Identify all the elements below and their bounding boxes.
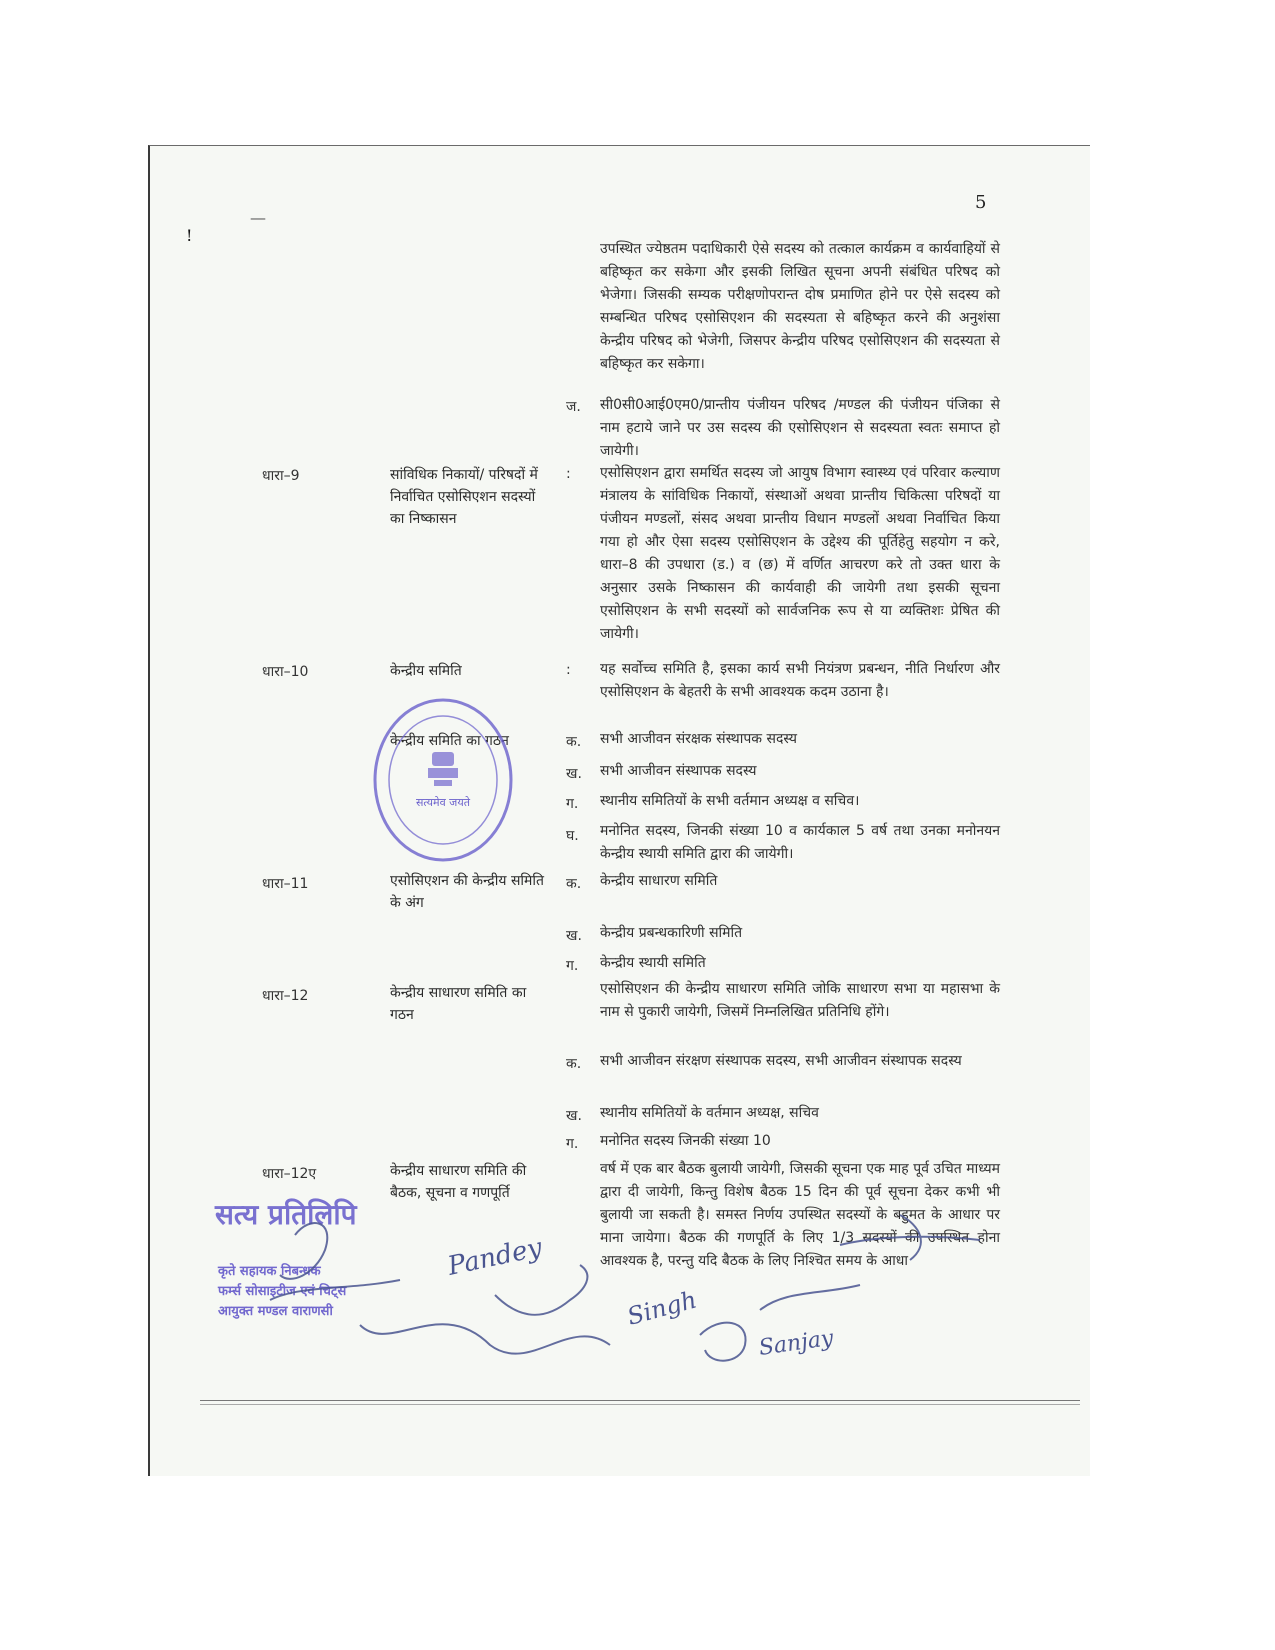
officer-line: फर्म्स सोसाइटीज एवं चिट्स (218, 1284, 347, 1299)
item-marker: क. (566, 734, 582, 750)
item-marker: क. (566, 1056, 582, 1072)
item-marker: ग. (566, 958, 579, 974)
section-label: धारा–12ए (262, 1166, 317, 1182)
item-marker: घ. (566, 828, 579, 844)
edge-mark: ! (186, 226, 193, 245)
section-heading: सांविधिक निकायों/ परिषदों में निर्वाचित एसोसिएशन सदस्यों का निष्कासन (390, 467, 538, 527)
page-number: 5 (975, 192, 987, 213)
true-copy-stamp: सत्य प्रतिलिपि (215, 1198, 357, 1231)
sub-heading: केन्द्रीय समिति का गठन (390, 733, 509, 749)
officer-line: कृते सहायक निबन्धक (218, 1264, 321, 1279)
section-text: एसोसिएशन की केन्द्रीय साधारण समिति जोकि साधारण सभा या महासभा के नाम से पुकारी जायेगी, जिसमें निम्नलिखित प्रतिनिधि होंगे। (600, 981, 1000, 1020)
section-heading: केन्द्रीय साधारण समिति का गठन (390, 985, 527, 1023)
list-item: केन्द्रीय साधारण समिति (600, 873, 718, 889)
bottom-rule (200, 1404, 1080, 1405)
section-label: धारा–12 (262, 988, 309, 1004)
section-heading: केन्द्रीय साधारण समिति की बैठक, सूचना व गणपूर्ति (390, 1163, 527, 1201)
list-item: मनोनित सदस्य, जिनकी संख्या 10 व कार्यकाल 5 वर्ष तथा उनका मनोनयन केन्द्रीय स्थायी समिति द्वारा की जायेगी। (600, 823, 1000, 862)
colon: : (566, 662, 571, 678)
section-label: धारा–10 (262, 664, 309, 680)
officer-line: आयुक्त मण्डल वाराणसी (218, 1304, 333, 1319)
item-marker: ख. (566, 766, 582, 782)
list-item: सभी आजीवन संरक्षण संस्थापक सदस्य, सभी आजीवन संस्थापक सदस्य (600, 1053, 962, 1069)
list-item: मनोनित सदस्य जिनकी संख्या 10 (600, 1133, 771, 1149)
colon: : (566, 466, 571, 482)
list-item: सभी आजीवन संस्थापक सदस्य (600, 763, 757, 779)
corner-mark: — (250, 208, 266, 227)
item-marker: ग. (566, 1136, 579, 1152)
intro-item-text: सी0सी0आई0एम0/प्रान्तीय पंजीयन परिषद /मण्डल की पंजीयन पंजिका से नाम हटाये जाने पर उस सदस्य की एसोसिएशन से सदस्यता स्वतः समाप्त हो जायेगी। (600, 397, 1000, 459)
section-text: वर्ष में एक बार बैठक बुलायी जायेगी, जिसकी सूचना एक माह पूर्व उचित माध्यम द्वारा दी जायेगी, किन्तु विशेष बैठक 15 दिन की पूर्व सूचना देकर कभी भी बुलायी जा सकती है। समस्त निर्णय उपस्थित सदस्यों के बहुमत के आधार पर माना जायेगा। बैठक की गणपूर्ति के लिए 1/3 सदस्यों की उपस्थित होना आवश्यक है, परन्तु यदि बैठक के लिए निश्चित समय के आधा (600, 1161, 1000, 1269)
list-item: स्थानीय समितियों के वर्तमान अध्यक्ष, सचिव (600, 1105, 819, 1121)
list-item: स्थानीय समितियों के सभी वर्तमान अध्यक्ष व सचिव। (600, 793, 860, 809)
section-heading: केन्द्रीय समिति (390, 663, 462, 679)
round-seal-stamp (368, 688, 518, 868)
signature-singh: Singh (624, 1285, 700, 1331)
section-text: एसोसिएशन द्वारा समर्थित सदस्य जो आयुष विभाग स्वास्थ्य एवं परिवार कल्याण मंत्रालय के सांविधिक निकायों, संस्थाओं अथवा प्रान्तीय चिकित्सा परिषदों या पंजीयन मण्डलों, संसद अथवा प्रान्तीय विधान मण्डलों अथवा निर्वाचित किया गया हो और ऐसा सदस्य एसोसिएशन के उद्देश्य की पूर्तिहेतु सहयोग न करे, धारा–8 की उपधारा (ड.) व (छ) में वर्णित आचरण करे तो उक्त धारा के अनुसार उसके निष्कासन की कार्यवाही की जायेगी तथा इसकी सूचना एसोसिएशन के सभी सदस्यों को सार्वजनिक रूप से या व्यक्तिशः प्रेषित की जायेगी। (600, 465, 1000, 642)
signature-pandey: Pandey (445, 1232, 545, 1282)
signature-sanjay: Sanjay (757, 1325, 835, 1361)
item-marker: ख. (566, 1108, 582, 1124)
list-item: सभी आजीवन संरक्षक संस्थापक सदस्य (600, 731, 797, 747)
section-label: धारा–11 (262, 876, 309, 892)
item-marker: ज. (566, 399, 581, 415)
section-label: धारा–9 (262, 468, 300, 484)
section-text: यह सर्वोच्च समिति है, इसका कार्य सभी नियंत्रण प्रबन्धन, नीति निर्धारण और एसोसिएशन के बेहतरी के सभी आवश्यक कदम उठाना है। (600, 661, 1000, 700)
list-item: केन्द्रीय स्थायी समिति (600, 955, 706, 971)
section-heading: एसोसिएशन की केन्द्रीय समिति के अंग (390, 873, 545, 911)
bottom-rule (200, 1400, 1080, 1401)
intro-paragraph: उपस्थित ज्येष्ठतम पदाधिकारी ऐसे सदस्य को तत्काल कार्यक्रम व कार्यवाहियों से बहिष्कृत कर सकेगा और इसकी लिखित सूचना अपनी संबंधित परिषद को भेजेगा। जिसकी सम्यक परीक्षणोपरान्त दोष प्रमाणित होने पर ऐसे सदस्य को सम्बन्धित परिषद एसोसिएशन की सदस्यता से बहिष्कृत करने की अनुशंसा केन्द्रीय परिषद को भेजेगी, जिसपर केन्द्रीय परिषद एसोसिएशन की सदस्यता से बहिष्कृत कर सकेगा। (600, 241, 1000, 372)
list-item: केन्द्रीय प्रबन्धकारिणी समिति (600, 925, 743, 941)
item-marker: ख. (566, 928, 582, 944)
item-marker: ग. (566, 796, 579, 812)
signature-marks (240, 1205, 1000, 1375)
seal-motto: सत्यमेव जयते (415, 796, 471, 809)
item-marker: क. (566, 876, 582, 892)
